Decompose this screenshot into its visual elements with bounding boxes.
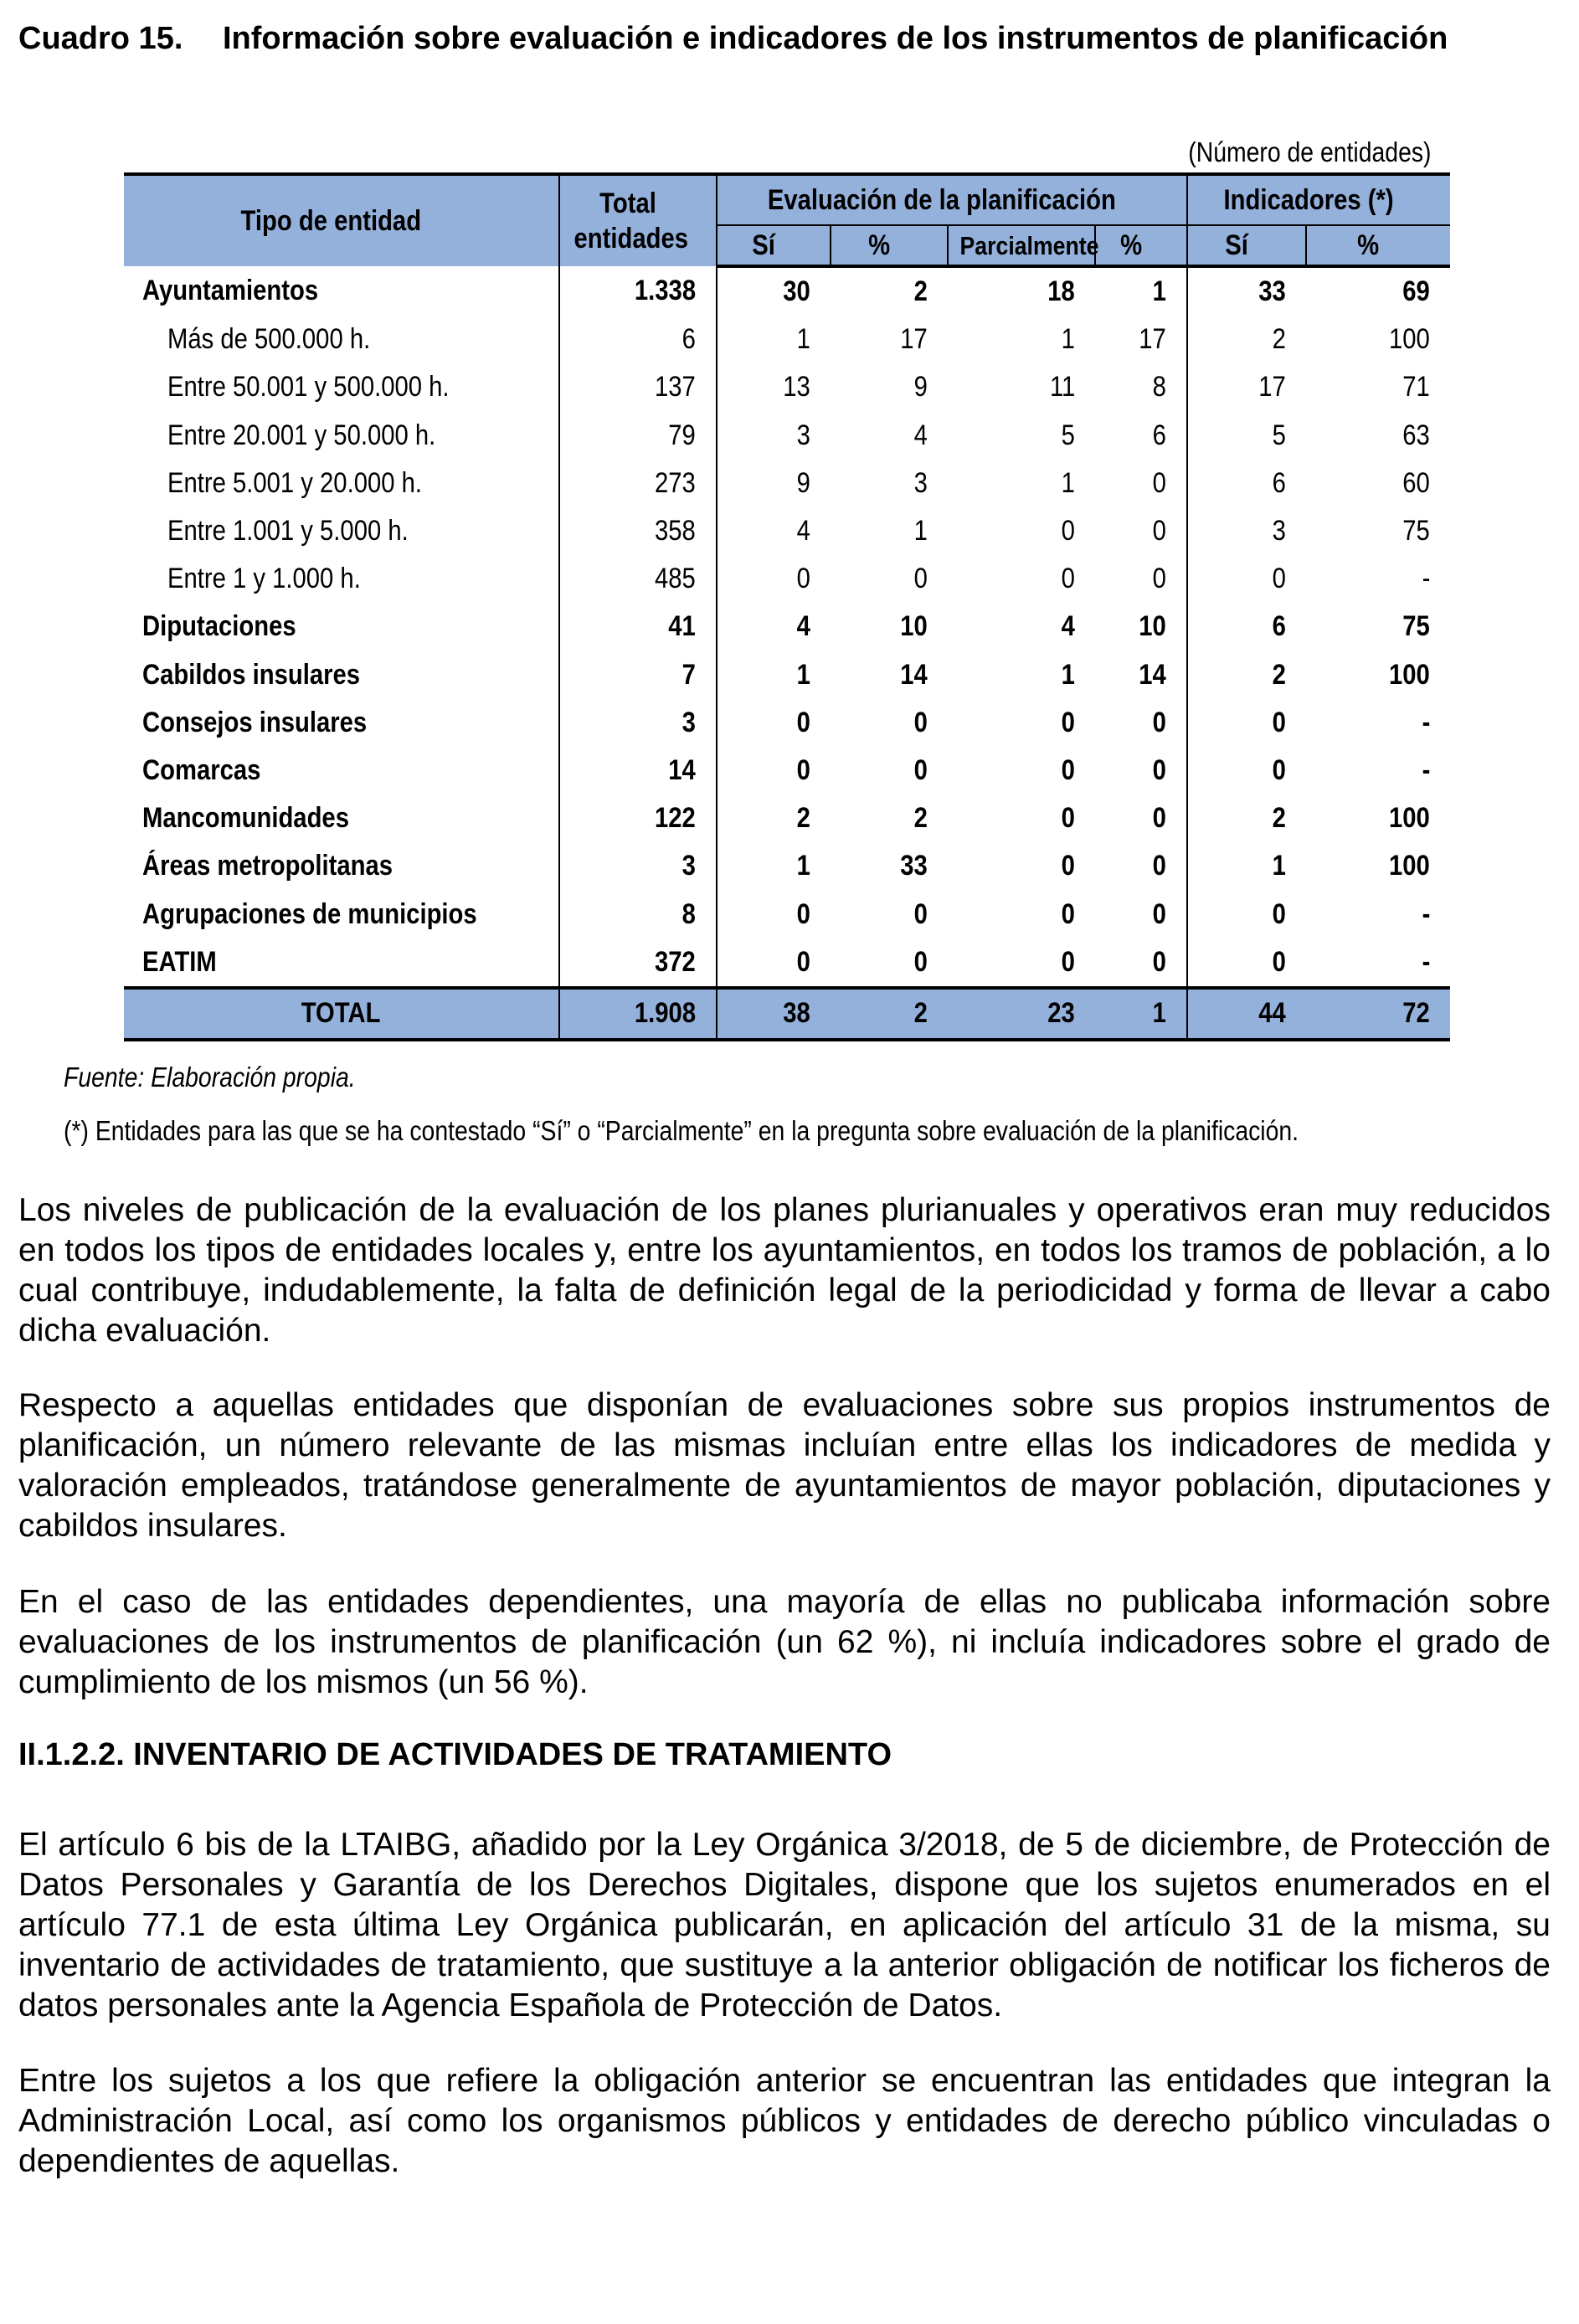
total-cell: 72	[1306, 988, 1450, 1040]
table-cell: 3	[796, 419, 810, 451]
table-cell: 14	[559, 747, 717, 794]
table-cell: 63	[1402, 419, 1431, 451]
header-evaluacion: Evaluación de la planificación	[717, 174, 1187, 225]
table-cell: 1	[1272, 850, 1287, 882]
table-cell: 1	[796, 658, 810, 691]
total-cell: 2	[831, 988, 948, 1040]
entity-name: Áreas metropolitanas	[124, 842, 559, 890]
paragraph: El artículo 6 bis de la LTAIBG, añadido por la Ley Orgánica 3/2018, de 5 de diciembre, de Protección de Datos Personales y Garantía de los Derechos Digitales, dispone que los sujetos enumerados en el artículo 77.1 de esta última Ley Orgánica publicarán, en aplicación del artículo 31 de la misma, su inventario de actividades de tratamiento, que sustituye a la anterior obligación de notificar los ficheros de datos personales ante la Agencia Española de Protección de Datos.	[18, 1827, 1551, 2023]
header-ind-pct: %	[1306, 225, 1450, 266]
table-row	[124, 747, 1450, 794]
table-cell: 0	[796, 897, 810, 930]
table-cell: 1	[1061, 466, 1075, 499]
table-cell: 0	[796, 563, 810, 595]
table-cell: 6	[1272, 610, 1287, 643]
section-heading: II.1.2.2. INVENTARIO DE ACTIVIDADES DE TRATAMIENTO	[18, 1737, 892, 1772]
header-eval-pct: %	[831, 225, 948, 266]
table-cell: 100	[1389, 850, 1431, 882]
table-cell: 10	[1095, 603, 1187, 650]
paragraph: Entre los sujetos a los que refiere la obligación anterior se encuentran las entidades que integran la Administración Local, así como los organismos públicos y entidades de derecho público vinculadas o dependientes de aquellas.	[18, 2063, 1551, 2179]
table-cell: 137	[559, 363, 717, 411]
table-cell: 1	[1095, 266, 1187, 316]
table-cell: 14	[900, 658, 928, 691]
table-cell: 0	[1061, 850, 1075, 882]
table-cell: 0	[1272, 897, 1287, 930]
table-cell: 4	[796, 610, 810, 643]
entity-name: Más de 500.000 h.	[124, 316, 559, 363]
entity-name: Entre 50.001 y 500.000 h.	[124, 363, 559, 411]
table-cell: 0	[1095, 794, 1187, 842]
table-cell: 0	[1061, 706, 1075, 738]
table-cell: 0	[913, 706, 928, 738]
entity-name: EATIM	[124, 938, 559, 988]
entity-name: Mancomunidades	[124, 794, 559, 842]
table-cell: 13	[783, 371, 810, 404]
table-cell: 1	[913, 515, 928, 548]
table-cell: 71	[1402, 371, 1431, 404]
table-cell: 0	[1061, 515, 1075, 548]
table-cell: 3	[559, 699, 717, 747]
total-cell: 38	[717, 988, 831, 1040]
table-cell: 3	[559, 842, 717, 890]
table-cell: 4	[796, 515, 810, 548]
table-cell: 0	[913, 753, 928, 786]
paragraph: Respecto a aquellas entidades que disponían de evaluaciones sobre sus propios instrumentos de planificación, un número relevante de las mismas incluían entre ellas los indicadores de medida y valoración empleados, tratándose generalmente de ayuntamientos de mayor población, diputaciones y cabildos insulares.	[18, 1387, 1551, 1544]
entity-name: Consejos insulares	[124, 699, 559, 747]
table-cell: 17	[900, 323, 928, 356]
table-cell: 0	[1095, 460, 1187, 507]
table-cell: 2	[1272, 323, 1287, 356]
table-cell: 69	[1402, 275, 1431, 308]
table-caption	[18, 18, 1559, 59]
entity-name: Agrupaciones de municipios	[124, 890, 559, 938]
table-cell: 0	[1272, 945, 1287, 978]
header-total: Total entidades	[559, 174, 717, 266]
entity-name: Comarcas	[124, 747, 559, 794]
table-cell: 372	[559, 938, 717, 988]
table-cell: 1.338	[559, 266, 717, 316]
table-cell: 0	[1272, 753, 1287, 786]
table-cell: 6	[559, 316, 717, 363]
table-cell: 9	[796, 466, 810, 499]
table-row	[124, 412, 1450, 460]
table-cell: 0	[1061, 802, 1075, 835]
header-ind-si: Sí	[1187, 225, 1306, 266]
table-cell: 0	[913, 897, 928, 930]
header-eval-si: Sí	[717, 225, 831, 266]
total-label: TOTAL	[124, 988, 559, 1040]
table-cell: 6	[1272, 466, 1287, 499]
table-cell: -	[1422, 753, 1431, 786]
table-cell: 18	[1047, 275, 1075, 308]
table-row	[124, 842, 1450, 890]
table-row	[124, 699, 1450, 747]
caption-number: Cuadro 15.	[18, 21, 183, 56]
table-cell: 9	[913, 371, 928, 404]
table-cell: 17	[1095, 316, 1187, 363]
table-cell: 100	[1389, 658, 1431, 691]
table-cell: 100	[1389, 802, 1431, 835]
table-cell: 2	[1272, 658, 1287, 691]
paragraph: En el caso de las entidades dependientes, una mayoría de ellas no publicaba información sobre evaluaciones de los instrumentos de planificación (un 62 %), ni incluía indicadores sobre el grado de cumplimiento de los mismos (un 56 %).	[18, 1584, 1551, 1700]
table-cell: 5	[1272, 419, 1287, 451]
table-cell: 0	[796, 945, 810, 978]
header-parc-pct: %	[1095, 225, 1187, 266]
table-cell: 0	[796, 706, 810, 738]
table-row	[124, 890, 1450, 938]
table-cell: 0	[913, 563, 928, 595]
table-cell: 14	[1095, 651, 1187, 699]
table-cell: 8	[1095, 363, 1187, 411]
table-row	[124, 266, 1450, 316]
table-cell: -	[1422, 945, 1431, 978]
table-cell: 10	[900, 610, 928, 643]
table-cell: 3	[913, 466, 928, 499]
entity-name: Cabildos insulares	[124, 651, 559, 699]
table-cell: 1	[796, 323, 810, 356]
table-cell: 273	[559, 460, 717, 507]
table-cell: 3	[1272, 515, 1287, 548]
table-cell: 4	[913, 419, 928, 451]
evaluation-table	[124, 172, 1450, 1041]
table-row	[124, 316, 1450, 363]
table-row	[124, 651, 1450, 699]
table-cell: 2	[1272, 802, 1287, 835]
entity-name: Entre 1.001 y 5.000 h.	[124, 507, 559, 555]
source-note: Fuente: Elaboración propia.	[64, 1062, 356, 1093]
table-cell: 0	[1095, 938, 1187, 988]
table-row	[124, 794, 1450, 842]
table-cell: 5	[1061, 419, 1075, 451]
table-cell: 0	[913, 945, 928, 978]
table-cell: 122	[559, 794, 717, 842]
table-cell: 1	[1061, 658, 1075, 691]
table-row	[124, 507, 1450, 555]
table-cell: 0	[1272, 706, 1287, 738]
total-cell: 1	[1095, 988, 1187, 1040]
table-cell: 2	[796, 802, 810, 835]
table-cell: -	[1422, 706, 1431, 738]
table-cell: 0	[1061, 753, 1075, 786]
entity-name: Diputaciones	[124, 603, 559, 650]
table-row	[124, 603, 1450, 650]
table-cell: 0	[1095, 842, 1187, 890]
total-cell: 44	[1187, 988, 1306, 1040]
table-cell: 0	[796, 753, 810, 786]
table-cell: 6	[1095, 412, 1187, 460]
entity-name: Entre 5.001 y 20.000 h.	[124, 460, 559, 507]
table-cell: 79	[559, 412, 717, 460]
table-cell: 75	[1402, 610, 1431, 643]
table-cell: 8	[559, 890, 717, 938]
table-cell: 0	[1095, 555, 1187, 603]
table-cell: 4	[1061, 610, 1075, 643]
table-cell: 30	[783, 275, 810, 308]
footnote: (*) Entidades para las que se ha contestado “Sí” o “Parcialmente” en la pregunta sobre evaluación de la planificación.	[64, 1115, 1299, 1146]
caption-title: Información sobre evaluación e indicadores de los instrumentos de planificación	[223, 21, 1448, 56]
header-tipo: Tipo de entidad	[124, 174, 559, 266]
table-cell: 100	[1389, 323, 1431, 356]
table-cell: 0	[1095, 747, 1187, 794]
table-cell: 33	[1258, 275, 1287, 308]
table-row	[124, 555, 1450, 603]
total-cell: 23	[948, 988, 1095, 1040]
table-cell: 33	[900, 850, 928, 882]
table-cell: 0	[1061, 897, 1075, 930]
entity-name: Ayuntamientos	[124, 266, 559, 316]
table-cell: 17	[1258, 371, 1287, 404]
table-row	[124, 938, 1450, 988]
table-cell: 2	[913, 275, 928, 308]
table-cell: 0	[1272, 563, 1287, 595]
table-cell: 0	[1061, 563, 1075, 595]
table-cell: 60	[1402, 466, 1431, 499]
table-row	[124, 363, 1450, 411]
paragraph: Los niveles de publicación de la evaluación de los planes plurianuales y operativos eran muy reducidos en todos los tipos de entidades locales y, entre los ayuntamientos, en todos los tramos de población, a lo cual contribuye, indudablemente, la falta de definición legal de la periodicidad y forma de llevar a cabo dicha evaluación.	[18, 1192, 1551, 1349]
header-indicadores: Indicadores (*)	[1187, 174, 1450, 225]
table-cell: -	[1422, 563, 1431, 595]
table-cell: 2	[913, 802, 928, 835]
entity-name: Entre 20.001 y 50.000 h.	[124, 412, 559, 460]
header-parcialmente: Parcialmente	[948, 225, 1095, 266]
table-cell: 1	[1061, 323, 1075, 356]
table-cell: 358	[559, 507, 717, 555]
table-cell: 0	[1095, 507, 1187, 555]
total-cell: 1.908	[559, 988, 717, 1040]
table-cell: 75	[1402, 515, 1431, 548]
table-cell: 41	[559, 603, 717, 650]
table-cell: 11	[1049, 371, 1075, 404]
table-cell: 1	[796, 850, 810, 882]
table-cell: 0	[1095, 890, 1187, 938]
table-cell: 7	[559, 651, 717, 699]
table-cell: 0	[1095, 699, 1187, 747]
table-cell: 0	[1061, 945, 1075, 978]
units-note: (Número de entidades)	[1188, 136, 1432, 167]
table-cell: 485	[559, 555, 717, 603]
table-cell: -	[1422, 897, 1431, 930]
total-row	[124, 988, 1450, 1040]
table-row	[124, 460, 1450, 507]
entity-name: Entre 1 y 1.000 h.	[124, 555, 559, 603]
